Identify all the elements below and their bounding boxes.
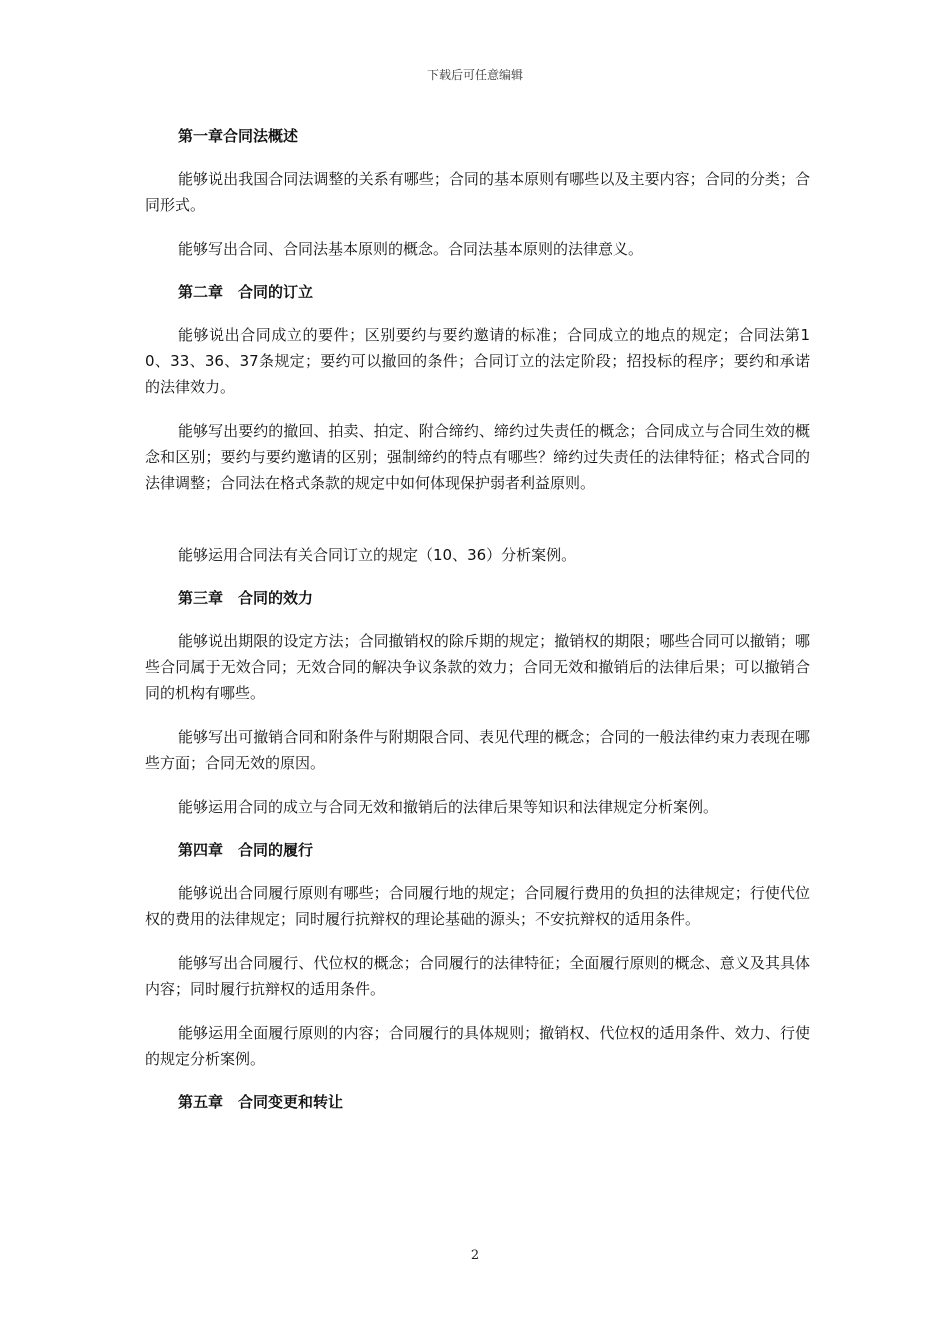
chapter-1-paragraph: 能够说出我国合同法调整的关系有哪些；合同的基本原则有哪些以及主要内容；合同的分类；合同形式。 [145, 170, 810, 214]
document-body [145, 124, 810, 1132]
chapter-4-title: 第四章 合同的履行 [178, 841, 314, 859]
page-number: 2 [470, 1248, 480, 1263]
chapter-2-title: 第二章 合同的订立 [178, 283, 314, 301]
chapter-5-title: 第五章 合同变更和转让 [178, 1093, 344, 1111]
page-header: 下载后可任意编辑 [426, 68, 523, 82]
chapter-3-title: 第三章 合同的效力 [178, 589, 314, 607]
chapter-1-paragraph: 能够写出合同、合同法基本原则的概念。合同法基本原则的法律意义。 [178, 240, 644, 258]
chapter-4-paragraph: 能够写出合同履行、代位权的概念；合同履行的法律特征；全面履行原则的概念、意义及其具体内容；同时履行抗辩权的适用条件。 [145, 954, 810, 998]
chapter-3-paragraph: 能够说出期限的设定方法；合同撤销权的除斥期的规定；撤销权的期限；哪些合同可以撤销；哪些合同属于无效合同；无效合同的解决争议条款的效力；合同无效和撤销后的法律后果；可以撤销合同的机构有哪些。 [145, 632, 810, 702]
chapter-4-paragraph: 能够运用全面履行原则的内容；合同履行的具体规则；撤销权、代位权的适用条件、效力、行使的规定分析案例。 [145, 1024, 810, 1068]
chapter-2-paragraph: 能够写出要约的撤回、拍卖、拍定、附合缔约、缔约过失责任的概念；合同成立与合同生效的概念和区别；要约与要约邀请的区别；强制缔约的特点有哪些？缔约过失责任的法律特征；格式合同的法律调整；合同法在格式条款的规定中如何体现保护弱者利益原则。 [145, 422, 810, 492]
chapter-2-paragraph: 能够说出合同成立的要件；区别要约与要约邀请的标准；合同成立的地点的规定；合同法第10、33、36、37条规定；要约可以撤回的条件；合同订立的法定阶段；招投标的程序；要约和承诺的法律效力。 [145, 326, 810, 396]
chapter-4-paragraph: 能够说出合同履行原则有哪些；合同履行地的规定；合同履行费用的负担的法律规定；行使代位权的费用的法律规定；同时履行抗辩权的理论基础的源头；不安抗辩权的适用条件。 [145, 884, 810, 928]
chapter-3-paragraph: 能够运用合同的成立与合同无效和撤销后的法律后果等知识和法律规定分析案例。 [178, 798, 719, 816]
chapter-3-paragraph: 能够写出可撤销合同和附条件与附期限合同、表见代理的概念；合同的一般法律约束力表现在哪些方面；合同无效的原因。 [145, 728, 810, 772]
chapter-2-paragraph: 能够运用合同法有关合同订立的规定（10、36）分析案例。 [178, 546, 577, 564]
chapter-1-title: 第一章合同法概述 [178, 127, 299, 145]
